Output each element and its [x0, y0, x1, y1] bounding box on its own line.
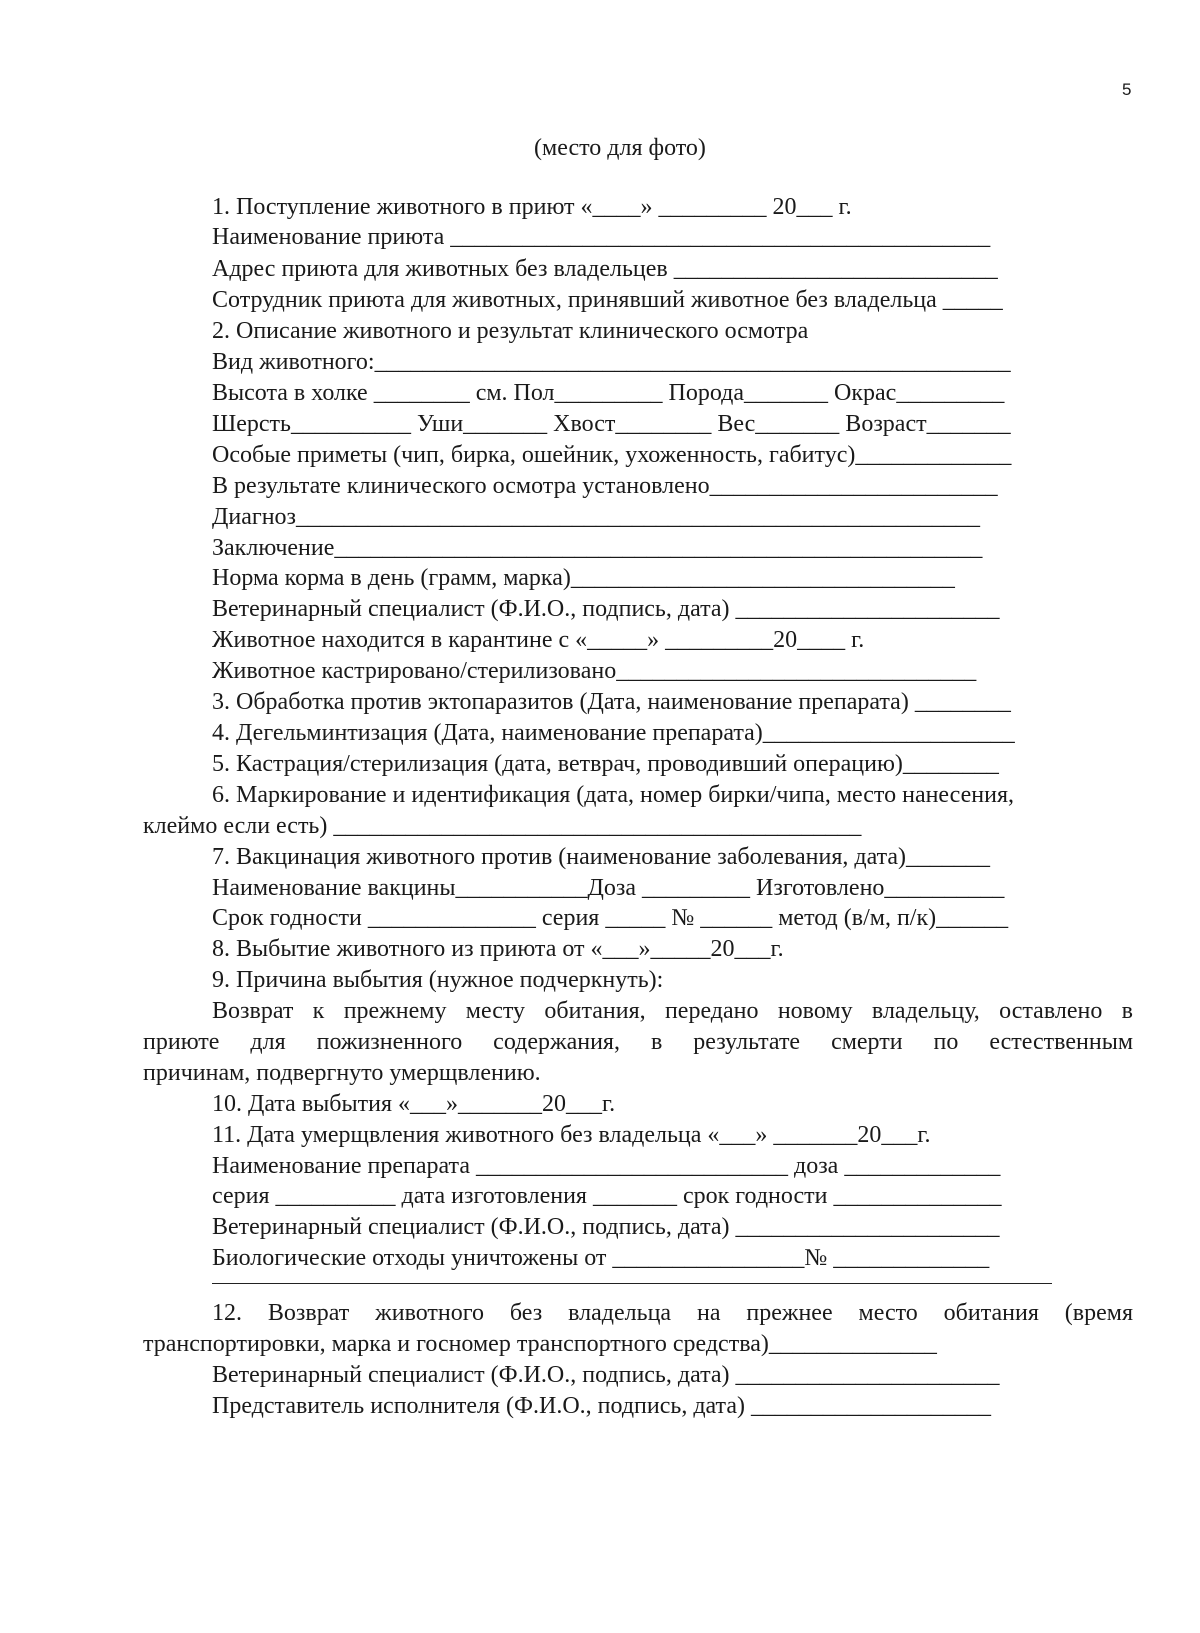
section-11-euthanasia-date: 11. Дата умерщвления животного без владельца «___» _______20___г.	[212, 1122, 931, 1148]
reason-options-line-2: приюте для пожизненного содержания, в результате смерти по естественным	[143, 1029, 1133, 1055]
section-7-vaccination: 7. Вакцинация животного против (наименование заболевания, дата)_______	[212, 844, 991, 870]
drug-series-dates-field: серия __________ дата изготовления _______ срок годности ______________	[212, 1183, 1002, 1209]
reason-options-line-3: причинам, подвергнуто умерщвлению.	[143, 1060, 541, 1086]
diagnosis-field: Диагноз_________________________________________________________	[212, 504, 981, 530]
special-marks-field: Особые приметы (чип, бирка, ошейник, ухоженность, габитус)_____________	[212, 442, 1012, 468]
vaccine-expiry-series-field: Срок годности ______________ серия _____ № ______ метод (в/м, п/к)______	[212, 905, 1009, 931]
section-3-ectoparasites: 3. Обработка против эктопаразитов (Дата, наименование препарата) ________	[212, 689, 1011, 715]
height-sex-breed-color-fields: Высота в холке ________ см. Пол_________ Порода_______ Окрас_________	[212, 380, 1005, 406]
vet-specialist-field-3: Ветеринарный специалист (Ф.И.О., подпись, дата) ______________________	[212, 1362, 1000, 1388]
page-number: 5	[1122, 80, 1132, 99]
shelter-name-field: Наименование приюта _____________________________________________	[212, 224, 991, 250]
photo-placeholder-caption: (место для фото)	[534, 135, 706, 161]
vet-specialist-field-2: Ветеринарный специалист (Ф.И.О., подпись, дата) ______________________	[212, 1214, 1000, 1240]
section-4-deworming: 4. Дегельминтизация (Дата, наименование препарата)_____________________	[212, 720, 1015, 746]
section-12-return: 12. Возврат животного без владельца на прежнее место обитания (время	[212, 1300, 1133, 1326]
shelter-employee-field: Сотрудник приюта для животных, принявший животное без владельца _____	[212, 287, 1003, 313]
section-6-marking: 6. Маркирование и идентификация (дата, номер бирки/чипа, место нанесения,	[212, 782, 1015, 808]
drug-name-dose-field: Наименование препарата __________________________ доза _____________	[212, 1153, 1001, 1179]
section-9-reason: 9. Причина выбытия (нужное подчеркнуть):	[212, 967, 664, 993]
vet-specialist-field-1: Ветеринарный специалист (Ф.И.О., подпись, дата) ______________________	[212, 596, 1000, 622]
vaccine-name-dose-field: Наименование вакцины___________Доза _________ Изготовлено__________	[212, 875, 1005, 901]
conclusion-field: Заключение______________________________________________________	[212, 535, 983, 561]
section-10-departure-date: 10. Дата выбытия «___»_______20___г.	[212, 1091, 616, 1117]
animal-species-field: Вид животного:_____________________________________________________	[212, 349, 1011, 375]
section-2-heading: 2. Описание животного и результат клинического осмотра	[212, 318, 809, 344]
shelter-address-field: Адрес приюта для животных без владельцев ___________________________	[212, 256, 998, 282]
section-8-departure: 8. Выбытие животного из приюта от «___»_____20___г.	[212, 936, 784, 962]
exam-result-field: В результате клинического осмотра установлено________________________	[212, 473, 998, 499]
blank-rule	[212, 1283, 1052, 1284]
contractor-representative-field: Представитель исполнителя (Ф.И.О., подпись, дата) ____________________	[212, 1393, 991, 1419]
quarantine-date-field: Животное находится в карантине с «_____» _________20____ г.	[212, 627, 865, 653]
neutered-field: Животное кастрировано/стерилизовано______________________________	[212, 658, 977, 684]
bio-waste-field: Биологические отходы уничтожены от ________________№ _____________	[212, 1245, 990, 1271]
reason-options-line-1: Возврат к прежнему месту обитания, передано новому владельцу, оставлено в	[212, 998, 1133, 1024]
daily-feed-field: Норма корма в день (грамм, марка)________________________________	[212, 565, 955, 591]
section-1-intake-date: 1. Поступление животного в приют «____» _________ 20___ г.	[212, 194, 852, 220]
section-12-transport-field: транспортировки, марка и госномер транспортного средства)______________	[143, 1331, 937, 1357]
section-5-castration: 5. Кастрация/стерилизация (дата, ветврач, проводивший операцию)________	[212, 751, 999, 777]
coat-ears-tail-weight-age-fields: Шерсть__________ Уши_______ Хвост________ Вес_______ Возраст_______	[212, 411, 1011, 437]
section-6-brand-field: клеймо если есть) ____________________________________________	[143, 813, 862, 839]
